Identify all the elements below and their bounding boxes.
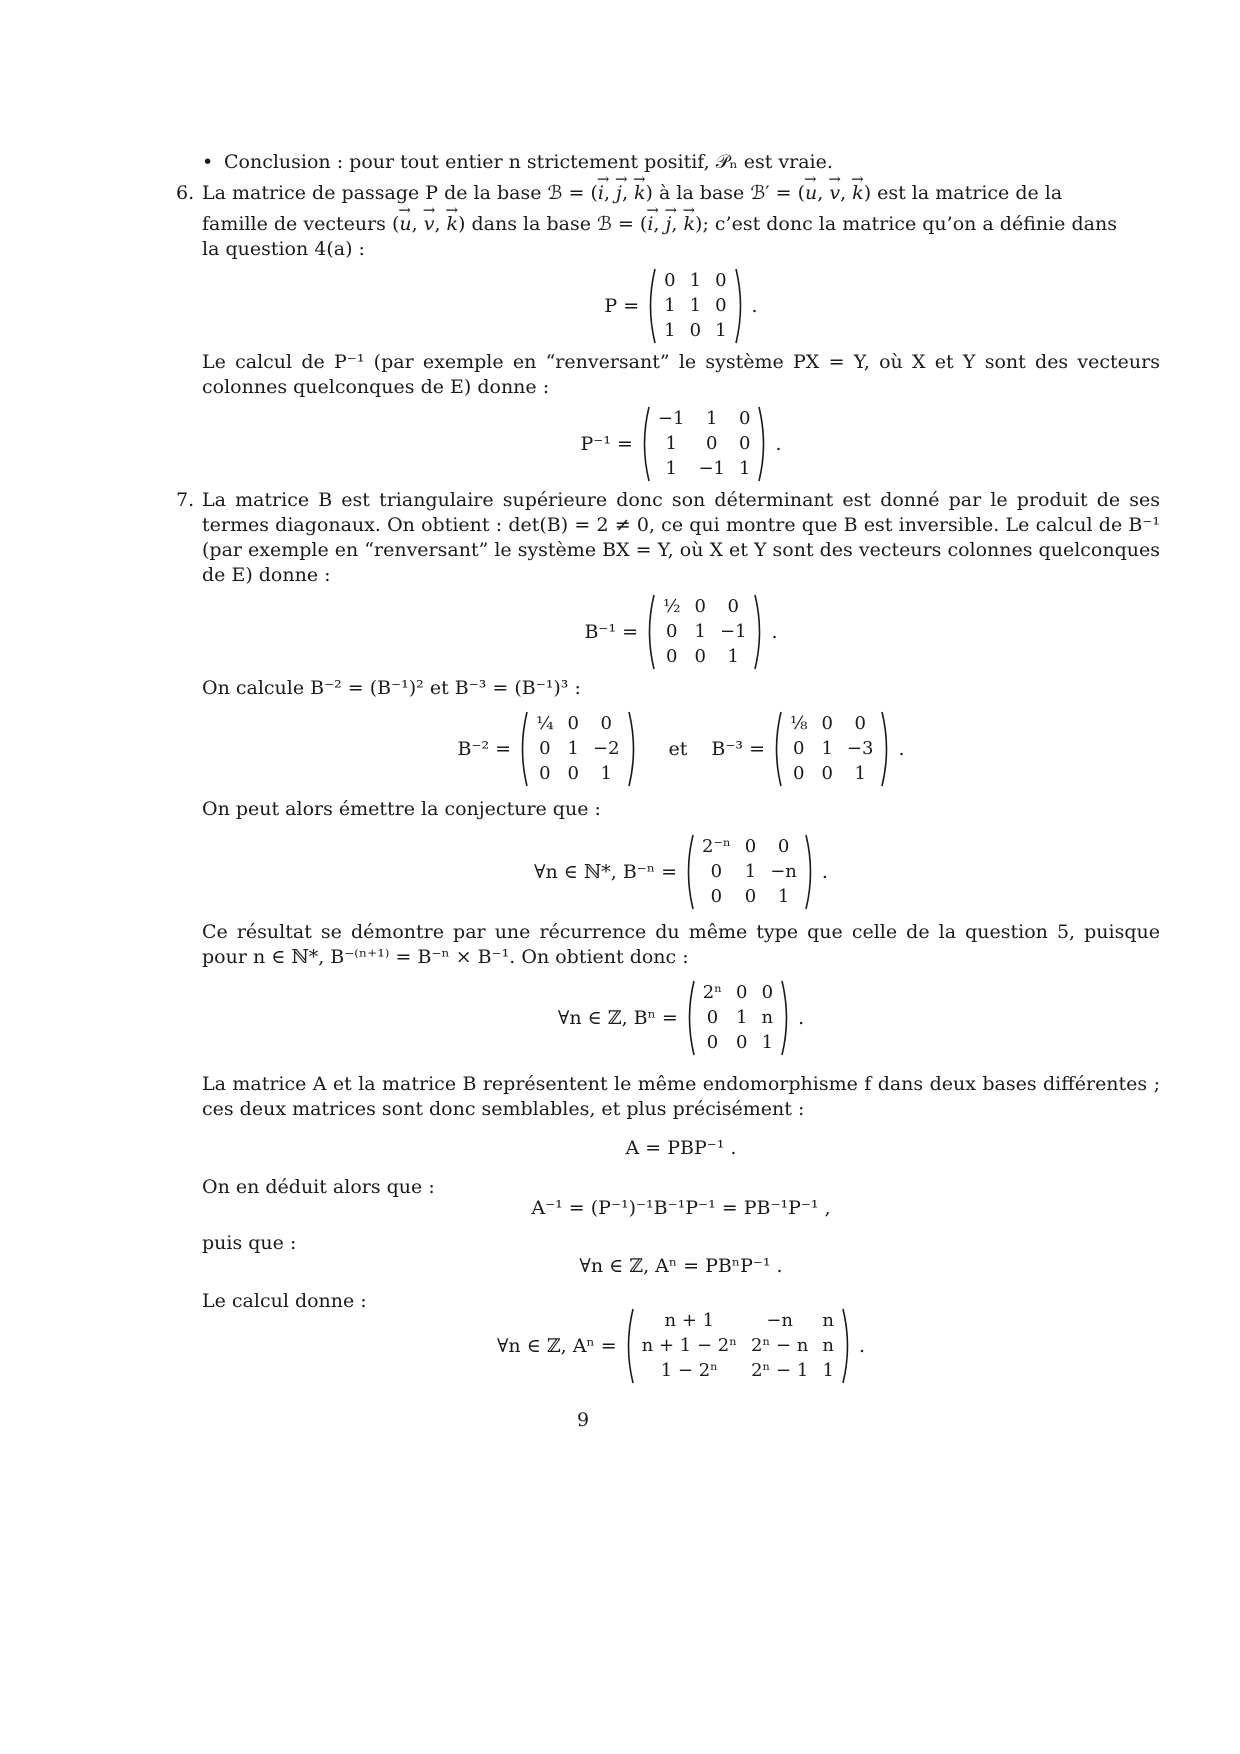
matrix-row xyxy=(651,406,758,431)
matrix-row xyxy=(657,319,733,344)
matrix-row xyxy=(783,711,880,736)
q6-line1: La matrice de passage P de la base ℬ = (→ i, → j, → k) à la base ℬ′ = (→ u, → v, → k) est la matrice de la xyxy=(202,181,1160,206)
matrix-cell: 0 xyxy=(705,432,718,454)
matrix-cell: −n xyxy=(766,1309,794,1331)
matrix-cell: 0 xyxy=(666,620,678,642)
matrix-cell: 0 xyxy=(793,763,805,785)
left-paren xyxy=(684,980,696,1056)
matrix-body xyxy=(657,268,733,344)
left-paren xyxy=(645,268,657,344)
matrix-cell: 0 xyxy=(664,269,676,291)
matrix-cell: ⅛ xyxy=(790,712,808,734)
matrix-cell: 1 xyxy=(854,763,866,785)
matrix-cell: 1 xyxy=(822,1360,834,1382)
matrix-cell: 1 xyxy=(665,458,677,480)
matrix-cell: 0 xyxy=(706,1006,719,1028)
matrix-cell: −3 xyxy=(846,737,874,759)
matrix-row xyxy=(656,645,753,670)
matrix-row xyxy=(695,859,804,884)
matrix-cell: 1 xyxy=(744,860,757,882)
matrix-row xyxy=(657,293,733,318)
matrix-B-minus3 xyxy=(771,711,892,787)
matrix-cell: 0 xyxy=(821,763,833,785)
eq-label: ∀n ∈ ℕ*, B⁻ⁿ = xyxy=(534,860,678,883)
matrix-row xyxy=(783,736,880,761)
matrix-cell: 0 xyxy=(761,981,774,1003)
q7-text2: On calcule B⁻² = (B⁻¹)² et B⁻³ = (B⁻¹)³ : xyxy=(202,677,581,699)
equation-conjecture: ∀n ∈ ℕ*, B⁻ⁿ = 2⁻ⁿ 0 0 0 1 −n 0 0 1 . xyxy=(202,834,1160,910)
eq-label: P = xyxy=(604,294,640,317)
matrix-row xyxy=(635,1333,841,1358)
conclusion-line xyxy=(202,150,1160,175)
question-7 xyxy=(176,488,1160,1384)
matrix-cell: n xyxy=(822,1309,834,1331)
matrix-body xyxy=(635,1308,841,1384)
matrix-cell: 0 xyxy=(666,646,678,668)
matrix-row xyxy=(635,1308,841,1333)
matrix-cell: n + 1 − 2ⁿ xyxy=(641,1334,738,1356)
matrix-cell: 1 xyxy=(567,737,579,759)
matrix-cell: 0 xyxy=(539,763,551,785)
left-paren xyxy=(683,834,695,910)
left-paren xyxy=(517,711,529,787)
matrix-cell: n + 1 xyxy=(664,1309,715,1331)
question-number: 6. xyxy=(176,182,195,204)
matrix-row xyxy=(529,736,626,761)
matrix-cell: ½ xyxy=(663,595,681,617)
matrix-body xyxy=(529,711,626,787)
matrix-cell: n xyxy=(822,1334,834,1356)
right-paren xyxy=(753,594,765,670)
matrix-row xyxy=(529,762,626,787)
matrix-cell: 0 xyxy=(567,712,579,734)
matrix-B-minus-n xyxy=(683,834,816,910)
matrix-cell: 2ⁿ − n xyxy=(751,1334,809,1356)
matrix-row xyxy=(696,980,780,1005)
matrix-cell: 1 xyxy=(689,294,702,316)
question-6 xyxy=(176,181,1160,482)
right-paren xyxy=(804,834,816,910)
eq-label: ∀n ∈ ℤ, Bⁿ = xyxy=(557,1006,678,1029)
matrix-cell: 0 xyxy=(738,407,751,429)
matrix-A-n xyxy=(623,1308,853,1384)
matrix-row xyxy=(783,762,880,787)
matrix-cell: 2ⁿ xyxy=(702,981,723,1003)
left-paren xyxy=(639,406,651,482)
matrix-cell: 1 xyxy=(689,269,702,291)
right-paren xyxy=(780,980,792,1056)
matrix-cell: 1 xyxy=(664,294,676,316)
matrix-cell: 0 xyxy=(600,712,612,734)
equation-A-n-explicit: ∀n ∈ ℤ, Aⁿ = n + 1 −n n n + 1 − 2ⁿ 2ⁿ − n n 1 − 2ⁿ 2ⁿ − 1 1 . xyxy=(202,1308,1160,1384)
bullet-icon: • xyxy=(202,151,214,173)
eq-label: P⁻¹ = xyxy=(580,432,633,455)
matrix-row xyxy=(656,594,753,619)
matrix-row xyxy=(635,1359,841,1384)
q6-line2: famille de vecteurs (→ u, → v, → k) dans la base ℬ = (→ i, → j, → k); c’est donc la matrice qu’on a définie dans xyxy=(202,212,1160,237)
left-paren xyxy=(644,594,656,670)
matrix-cell: 1 xyxy=(738,458,751,480)
matrix-cell: 1 xyxy=(777,886,790,908)
matrix-B-minus2 xyxy=(517,711,638,787)
matrix-cell: 1 xyxy=(600,763,612,785)
matrix-cell: ¼ xyxy=(536,712,554,734)
eq-label: ∀n ∈ ℤ, Aⁿ = xyxy=(496,1334,617,1357)
matrix-cell: 1 xyxy=(664,320,676,342)
equation-P-inverse: P⁻¹ = −1 1 0 1 0 0 1 −1 1 . xyxy=(202,406,1160,482)
matrix-cell: 0 xyxy=(736,981,748,1003)
matrix-cell: 0 xyxy=(736,1032,748,1054)
matrix-row xyxy=(529,711,626,736)
matrix-cell: 0 xyxy=(715,294,727,316)
q7-text1: La matrice B est triangulaire supérieure donc son déterminant est donné par le produit de ses termes diagonaux. On obtient : det(B) = 2 ≠ 0, ce qui montre que B est inversible. Le calcul de B⁻¹ (par exemple en “renversant” le système BX = Y, où X et Y sont des vecteurs colonnes quelconques de E) donne : xyxy=(202,489,1160,586)
matrix-cell: 2⁻ⁿ xyxy=(702,835,731,857)
matrix-cell: 1 xyxy=(727,646,739,668)
q7-text3: On peut alors émettre la conjecture que : xyxy=(202,798,601,820)
q7-text6: On en déduit alors que : xyxy=(202,1176,435,1198)
matrix-cell: 1 xyxy=(736,1006,748,1028)
eq-label: B⁻² = xyxy=(457,737,512,760)
matrix-cell: 0 xyxy=(710,860,723,882)
matrix-cell: 0 xyxy=(793,737,805,759)
matrix-B-inverse xyxy=(644,594,765,670)
matrix-B-n xyxy=(684,980,792,1056)
eq-label: B⁻³ = xyxy=(711,737,765,760)
q6-line3: la question 4(a) : xyxy=(202,238,365,260)
matrix-cell: 0 xyxy=(567,763,579,785)
matrix-cell: 0 xyxy=(777,835,790,857)
conclusion-text: Conclusion : pour tout entier n strictement positif, 𝒫ₙ est vraie. xyxy=(224,151,833,173)
eq-label: B⁻¹ = xyxy=(584,620,639,643)
matrix-cell: 0 xyxy=(710,886,723,908)
matrix-cell: 1 xyxy=(761,1032,774,1054)
matrix-cell: 0 xyxy=(694,646,706,668)
left-paren xyxy=(623,1308,635,1384)
matrix-cell: 1 − 2ⁿ xyxy=(660,1360,718,1382)
question-number: 7. xyxy=(176,489,195,511)
q7-text8: Le calcul donne : xyxy=(202,1290,367,1312)
matrix-body xyxy=(651,406,758,482)
matrix-cell: 0 xyxy=(727,595,739,617)
matrix-cell: −n xyxy=(770,860,797,882)
matrix-row xyxy=(651,457,758,482)
page-number: 9 xyxy=(576,1409,590,1431)
matrix-cell: −1 xyxy=(698,458,725,480)
matrix-body xyxy=(783,711,880,787)
right-paren xyxy=(880,711,892,787)
matrix-P-inverse xyxy=(639,406,770,482)
equation-A-similarity: A = PBP⁻¹ . xyxy=(625,1137,737,1159)
matrix-cell: 1 xyxy=(705,407,718,429)
matrix-cell: 1 xyxy=(694,620,706,642)
equation-A-inverse: A⁻¹ = (P⁻¹)⁻¹B⁻¹P⁻¹ = PB⁻¹P⁻¹ , xyxy=(531,1197,831,1219)
q7-text7: puis que : xyxy=(202,1232,297,1254)
right-paren xyxy=(627,711,639,787)
matrix-cell: 0 xyxy=(706,1032,719,1054)
matrix-cell: 0 xyxy=(689,320,702,342)
matrix-cell: 0 xyxy=(694,595,706,617)
matrix-row xyxy=(695,834,804,859)
matrix-cell: −1 xyxy=(719,620,747,642)
right-paren xyxy=(841,1308,853,1384)
q7-text4: Ce résultat se démontre par une récurrence du même type que celle de la question 5, puisque pour n ∈ ℕ*, B⁻⁽ⁿ⁺¹⁾ = B⁻ⁿ × B⁻¹. On obtient donc : xyxy=(202,921,1160,968)
matrix-P xyxy=(645,268,745,344)
matrix-cell: 0 xyxy=(539,737,551,759)
matrix-row xyxy=(696,1031,780,1056)
matrix-cell: 0 xyxy=(744,886,757,908)
and-word: et xyxy=(668,737,688,760)
equation-B-minus2-minus3: B⁻² = ¼ 0 0 0 1 −2 0 0 1 et B⁻³ = ⅛ 0 0 0 1 −3 0 0 1 . xyxy=(202,711,1160,787)
matrix-body xyxy=(696,980,780,1056)
left-paren xyxy=(771,711,783,787)
matrix-cell: −2 xyxy=(592,737,620,759)
matrix-body xyxy=(695,834,804,910)
matrix-cell: 0 xyxy=(744,835,757,857)
matrix-cell: 0 xyxy=(715,269,727,291)
equation-B-inverse: B⁻¹ = ½ 0 0 0 1 −1 0 0 1 . xyxy=(202,594,1160,670)
matrix-row xyxy=(651,431,758,456)
page-content xyxy=(176,150,1160,1390)
matrix-cell: 0 xyxy=(854,712,866,734)
right-paren xyxy=(734,268,746,344)
q6-inverse-text: Le calcul de P⁻¹ (par exemple en “renversant” le système PX = Y, où X et Y sont des vecteurs colonnes quelconques de E) donne : xyxy=(202,351,1160,398)
right-paren xyxy=(757,406,769,482)
matrix-cell: 2ⁿ − 1 xyxy=(751,1360,809,1382)
matrix-row xyxy=(656,619,753,644)
matrix-cell: 1 xyxy=(821,737,833,759)
matrix-cell: 1 xyxy=(715,320,727,342)
matrix-cell: 0 xyxy=(738,432,751,454)
matrix-row xyxy=(696,1005,780,1030)
matrix-row xyxy=(657,268,733,293)
matrix-body xyxy=(656,594,753,670)
equation-A-n: ∀n ∈ ℤ, Aⁿ = PBⁿP⁻¹ . xyxy=(579,1255,783,1277)
matrix-row xyxy=(695,885,804,910)
equation-P: P = 0 1 0 1 1 0 1 0 1 . xyxy=(202,268,1160,344)
matrix-cell: 0 xyxy=(821,712,833,734)
matrix-cell: −1 xyxy=(657,407,685,429)
equation-B-n: ∀n ∈ ℤ, Bⁿ = 2ⁿ 0 0 0 1 n 0 0 1 . xyxy=(202,980,1160,1056)
matrix-cell: n xyxy=(761,1006,774,1028)
q7-text5: La matrice A et la matrice B représentent le même endomorphisme f dans deux bases différentes ; ces deux matrices sont donc semblables, et plus précisément : xyxy=(202,1073,1160,1120)
matrix-cell: 1 xyxy=(665,432,677,454)
